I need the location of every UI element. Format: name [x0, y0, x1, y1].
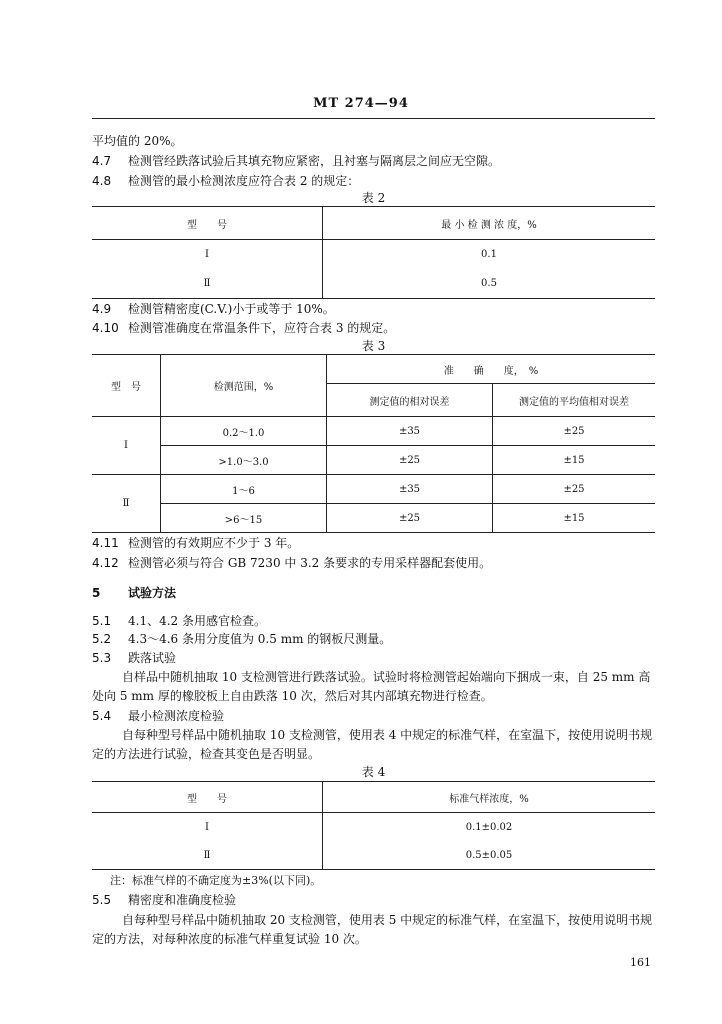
table-3-header-mean-relative-error: 测定值的平均值相对误差: [493, 384, 656, 417]
clause-5-5-body-line1: 自每种型号样品中随机抽取 20 支检测管，使用表 5 中规定的标准气样，在室温下，按使用说明书规: [122, 913, 653, 927]
table-3-header-relative-error: 测定值的相对误差: [327, 384, 493, 417]
clause-number: 4.11: [92, 536, 119, 550]
clause-5-3-body-line1: 自样品中随机抽取 10 支检测管进行跌落试验。试验时将检测管起始端向下捆成一束，自 25 mm 高: [122, 670, 651, 684]
table-2-header-model: 型 号: [92, 207, 323, 240]
clause-4-12: [92, 554, 491, 571]
table-4: [92, 781, 655, 870]
table-row: [92, 446, 655, 475]
clause-4-9: [92, 300, 335, 317]
clause-4-8: [92, 172, 359, 189]
clause-number: 5.3: [92, 651, 112, 665]
table-4-model: Ⅱ: [92, 841, 323, 870]
clause-text: 检测管经跌落试验后其填充物应紧密，且衬塞与隔离层之间应无空隙。: [128, 154, 501, 168]
clause-text: 4.1、4.2 条用感官检查。: [128, 614, 266, 628]
table-2-model: Ⅱ: [92, 269, 323, 299]
table-3-range: >6～15: [161, 504, 327, 533]
table-row: [92, 504, 655, 533]
table-3-header-accuracy: 准 确 度， %: [327, 355, 656, 384]
clause-5-2: [92, 630, 391, 647]
table-4-header-standard-gas: 标准气样浓度，%: [323, 782, 656, 813]
header-rule: [92, 118, 655, 119]
clause-number: 5.2: [92, 632, 112, 646]
table-3-error: ±25: [327, 504, 493, 533]
clause-5-4-body-line2: 定的方法进行试验，检查其变色是否明显。: [92, 747, 321, 761]
table-2-header-min-concentration: 最 小 检 测 浓 度，%: [323, 207, 656, 240]
table-3-header-range: 检测范围，%: [161, 355, 327, 417]
table-3-error: ±35: [327, 417, 493, 446]
table-3-range: 1～6: [161, 475, 327, 504]
table-4-caption: 表 4: [361, 765, 386, 779]
table-row: [92, 475, 655, 504]
clause-5-4: [92, 707, 224, 724]
clause-text: 跌落试验: [128, 651, 177, 665]
clause-text: 检测管精密度(C.V.)小于或等于 10%。: [128, 302, 335, 316]
table-3-mean-error: ±15: [493, 504, 656, 533]
clause-text: 最小检测浓度检验: [128, 709, 225, 723]
clause-text: 精密度和准确度检验: [128, 893, 237, 907]
table-3-error: ±35: [327, 475, 493, 504]
clause-number: 4.7: [92, 154, 112, 168]
clause-5-3-body-line2: 处向 5 mm 厚的橡胶板上自由跌落 10 次，然后对其内部填充物进行检查。: [92, 689, 493, 703]
page-number: 161: [630, 956, 651, 969]
clause-number: 5.5: [92, 893, 112, 907]
table-3-range: >1.0～3.0: [161, 446, 327, 475]
clause-5-5: [92, 891, 236, 908]
table-row: [92, 841, 655, 870]
clause-text: 检测管的最小检测浓度应符合表 2 的规定：: [128, 174, 360, 188]
table-3-range: 0.2～1.0: [161, 417, 327, 446]
table-row: [92, 417, 655, 446]
table-2-model: Ⅰ: [92, 240, 323, 270]
clause-4-11: [92, 534, 299, 551]
table-2-caption: 表 2: [361, 191, 386, 205]
table-4-header-model: 型 号: [92, 782, 323, 813]
table-3-error: ±25: [327, 446, 493, 475]
table-2: [92, 206, 655, 299]
page-header-title: MT 274—94: [313, 96, 409, 111]
table-3-mean-error: ±15: [493, 446, 656, 475]
clause-number: 4.12: [92, 556, 119, 570]
clause-5-4-body-line1: 自每种型号样品中随机抽取 10 支检测管，使用表 4 中规定的标准气样，在室温下，按使用说明书规: [122, 728, 653, 742]
clause-text: 检测管准确度在常温条件下，应符合表 3 的规定。: [128, 321, 396, 335]
table-3-header-model: 型 号: [92, 355, 161, 417]
clause-5-3: [92, 649, 176, 666]
table-row: [92, 813, 655, 842]
paragraph-continuation: 平均值的 20%。: [92, 134, 183, 148]
clause-number: 5.1: [92, 614, 112, 628]
clause-text: 检测管必须与符合 GB 7230 中 3.2 条要求的专用采样器配套使用。: [128, 556, 492, 570]
table-4-value: 0.1±0.02: [465, 821, 513, 833]
table-row: [92, 240, 655, 270]
clause-5-5-body-line2: 定的方法，对每种浓度的标准气样重复试验 10 次。: [92, 932, 367, 946]
clause-text: 检测管的有效期应不少于 3 年。: [128, 536, 300, 550]
table-3-caption: 表 3: [361, 339, 386, 353]
clause-text: 4.3～4.6 条用分度值为 0.5 mm 的钢板尺测量。: [128, 632, 392, 646]
clause-5-1: [92, 612, 266, 629]
table-3-mean-error: ±25: [493, 475, 656, 504]
section-number: 5: [92, 586, 101, 600]
table-4-model: Ⅰ: [92, 813, 323, 842]
clause-4-7: [92, 152, 500, 169]
table-2-value: 0.5: [481, 278, 497, 289]
clause-number: 4.10: [92, 321, 119, 335]
clause-number: 5.4: [92, 709, 112, 723]
table-4-value: 0.5±0.05: [465, 849, 513, 861]
clause-number: 4.9: [92, 302, 112, 316]
table-4-note: 注：标准气样的不确定度为±3%(以下同)。: [110, 874, 322, 887]
table-3-model: Ⅰ: [92, 417, 161, 475]
table-3-mean-error: ±25: [493, 417, 656, 446]
table-2-value: 0.1: [481, 249, 497, 260]
table-row: [92, 269, 655, 299]
clause-number: 4.8: [92, 174, 112, 188]
clause-4-10: [92, 319, 395, 336]
section-5-heading: [92, 584, 176, 601]
table-3: [92, 354, 655, 533]
table-3-model: Ⅱ: [92, 475, 161, 533]
section-title: 试验方法: [128, 586, 177, 600]
